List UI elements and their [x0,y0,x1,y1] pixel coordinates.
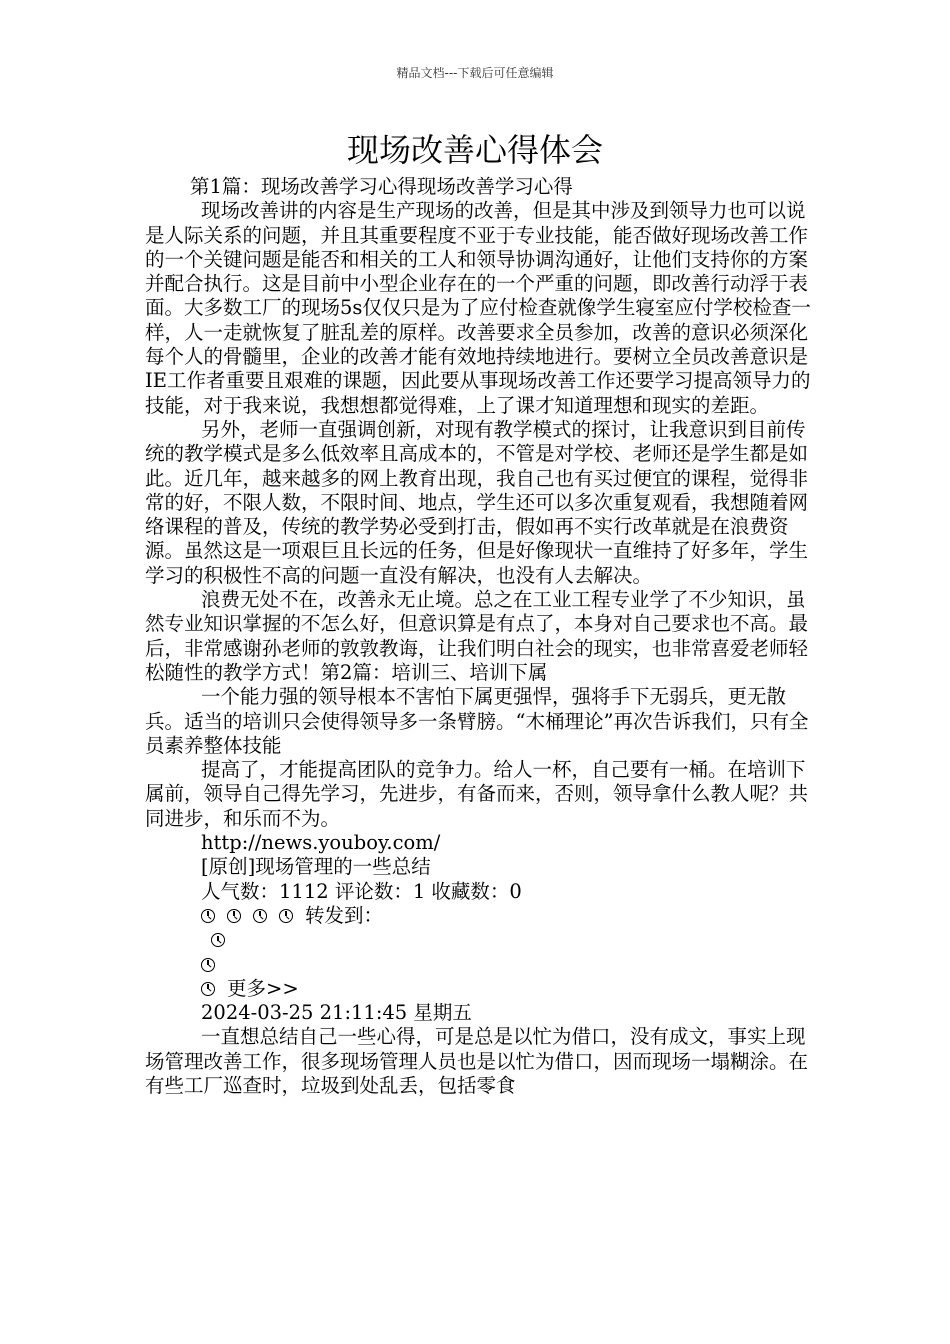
clock-icon [279,909,293,923]
clock-icon [201,909,215,923]
paragraph-1: 现场改善讲的内容是生产现场的改善，但是其中涉及到领导力也可以说是人际关系的问题，并且其重要程度不亚于专业技能，能否做好现场改善工作的一个关键问题是能否和相关的工人和领导协调沟通好，让他们支持你的方案并配合执行。这是目前中小型企业存在的一个严重的问题，即改善行动浮于表面。大多数工厂的现场5s仅仅只是为了应付检查就像学生寝室应付学校检查一样，人一走就恢复了脏乱差的原样。改善要求全员参加，改善的意识必须深化每个人的骨髓里，企业的改善才能有效地持续地进行。要树立全员改善意识是IE工作者重要且艰难的课题，因此要从事现场改善工作还要学习提高领导力的技能，对于我来说，我想想都觉得难，上了课才知道理想和现实的差距。 [145,199,811,417]
clock-icon [253,909,267,923]
section-heading: 第1篇：现场改善学习心得现场改善学习心得 [190,175,573,198]
clock-icon [227,909,241,923]
source-url: http://news.youboy.com/ [201,831,441,855]
paragraph-4: 一个能力强的领导根本不害怕下属更强悍，强将手下无弱兵，更无散兵。适当的培训只会使得领导多一条臂膀。“木桶理论”再次告诉我们，只有全员素养整体技能 [145,685,809,757]
paragraph-2: 另外，老师一直强调创新，对现有教学模式的探讨，让我意识到目前传统的教学模式是多么低效率且高成本的，不管是对学校、老师还是学生都是如此。近几年，越来越多的网上教育出现，我自己也有买过便宜的课程，觉得非常的好，不限人数，不限时间、地点，学生还可以多次重复观看，我想随着网络课程的普及，传统的教学势必受到打击，假如再不实行改革就是在浪费资源。虽然这是一项艰巨且长远的任务，但是好像现状一直维持了好多年，学生学习的积极性不高的问题一直没有解决，也没有人去解决。 [145,417,809,587]
post-title: [原创]现场管理的一些总结 [201,855,431,879]
page-title: 现场改善心得体会 [346,131,603,169]
more-row [145,977,817,1001]
share-row [145,904,817,928]
icon-row [145,928,817,952]
paragraph-3: 浪费无处不在，改善永无止境。总之在工业工程专业学了不少知识，虽然专业知识掌握的不怎么好，但意识算是有点了，本身对自己要求也不高。最后，非常感谢孙老师的敦敦教诲，让我们明白社会的现实，也非常喜爱老师轻松随性的教学方式！第2篇：培训三、培训下属 [145,588,809,684]
clock-icon [201,982,215,996]
header-note: 精品文档---下载后可任意编辑 [396,66,554,80]
clock-icon [211,933,225,947]
document-body [145,175,817,1098]
post-stats: 人气数：1112 评论数：1 收藏数：0 [201,879,522,903]
icon-row [145,953,817,977]
paragraph-5: 提高了，才能提高团队的竞争力。给人一杯，自己要有一桶。在培训下属前，领导自己得先学习，先进步，有备而来，否则，领导拿什么教人呢？共同进步，和乐而不为。 [145,758,809,830]
more-link: 更多>> [227,976,299,1000]
paragraph-6: 一直想总结自己一些心得，可是总是以忙为借口，没有成文，事实上现场管理改善工作，很多现场管理人员也是以忙为借口，因而现场一塌糊涂。在有些工厂巡查时，垃圾到处乱丢，包括零食 [145,1025,809,1097]
clock-icon [201,958,215,972]
post-timestamp: 2024-03-25 21:11:45 星期五 [201,1001,472,1025]
share-label: 转发到： [305,903,384,927]
